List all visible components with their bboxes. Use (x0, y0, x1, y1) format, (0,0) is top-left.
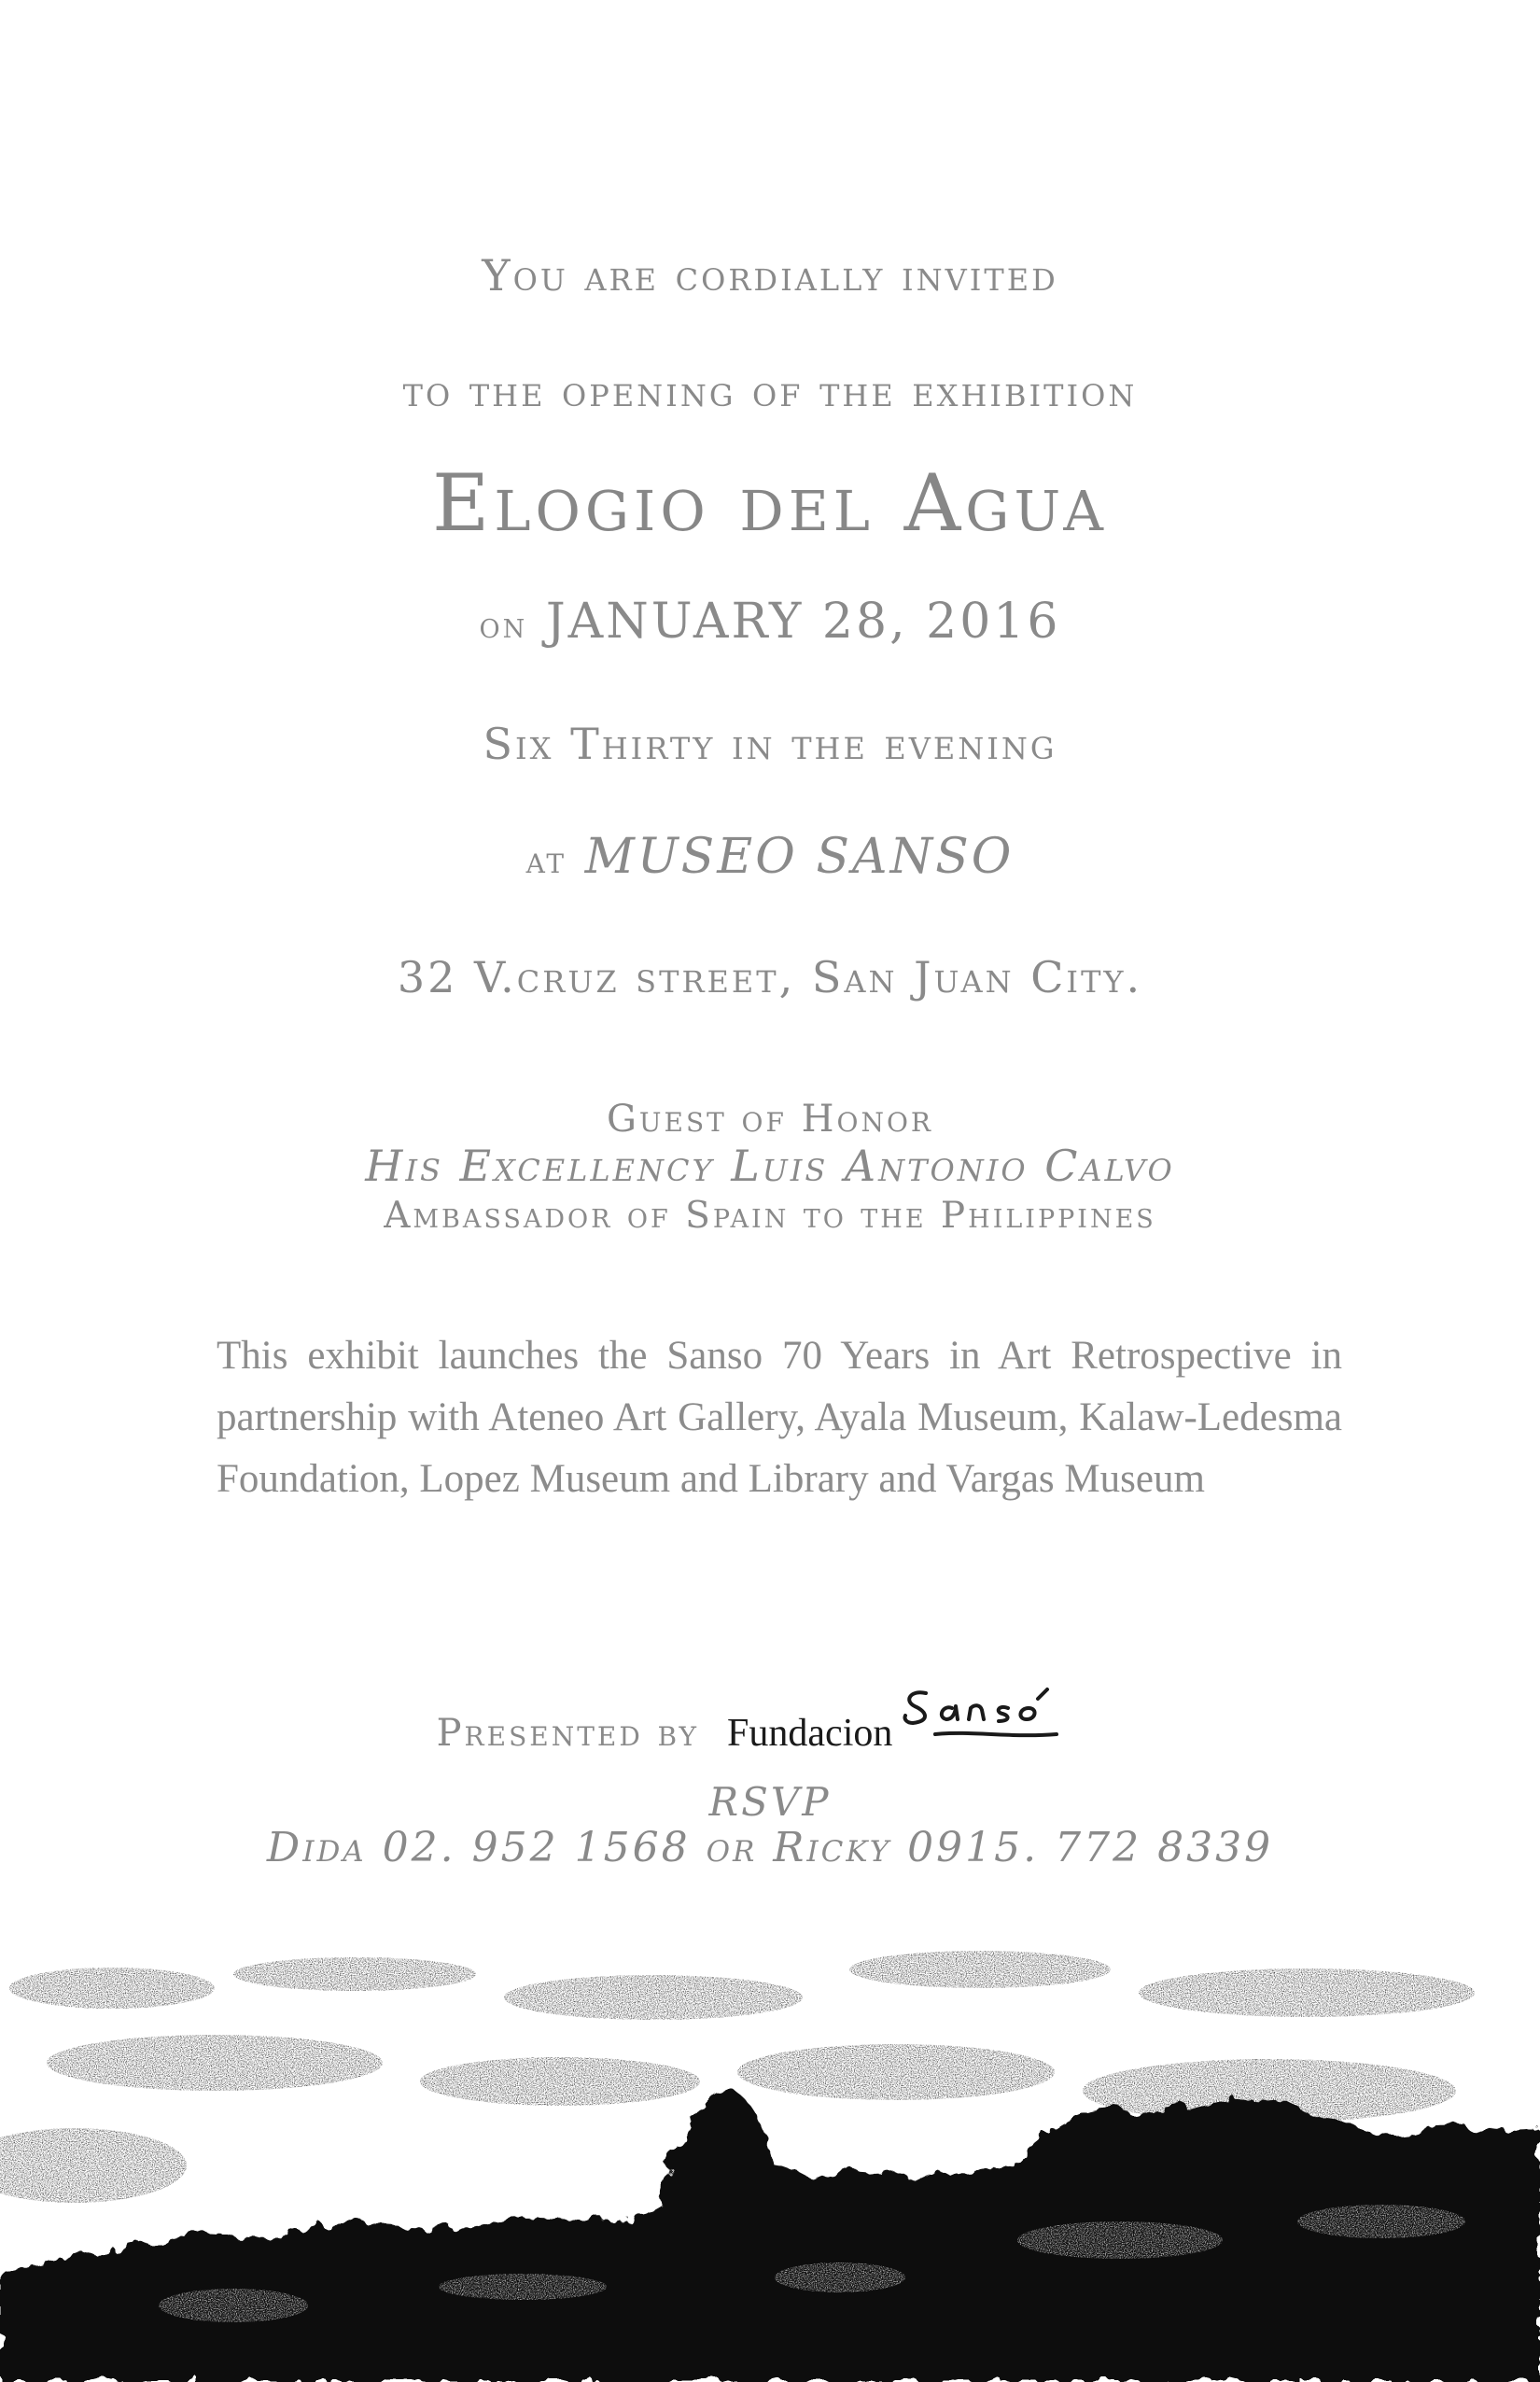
guest-of-honor-heading: Guest of Honor (606, 1098, 934, 1141)
event-time: Six Thirty in the evening (483, 719, 1057, 769)
venue-address: 32 V.cruz street, San Juan City. (397, 952, 1143, 1002)
venue-prefix: at (525, 839, 567, 882)
date-value: JANUARY 28, 2016 (545, 594, 1061, 650)
guest-of-honor-name: His Excellency Luis Antonio Calvo (365, 1141, 1175, 1191)
rsvp-label: RSVP (708, 1779, 832, 1825)
fundacion-sanso-logo (727, 1680, 1103, 1756)
presented-by-label: Presented by (436, 1712, 700, 1755)
exhibit-description: This exhibit launches the Sanso 70 Years in Art Retrospective in partnership with Ateneo Art Gallery, Ayala Museum, Kalaw-Ledesma Foundation, Lopez Museum and Library and Vargas Museum (217, 1334, 1342, 1501)
presented-by (0, 1680, 1540, 1756)
event-date (0, 594, 1540, 650)
guest-of-honor-role: Ambassador of Spain to the Philippines (384, 1195, 1156, 1237)
venue-name: MUSEO SANSO (584, 829, 1015, 885)
rsvp-contact: Dida 02. 952 1568 or Ricky 0915. 772 8339 (266, 1824, 1274, 1871)
invite-line-1: You are cordially invited (482, 250, 1058, 301)
date-prefix: on (479, 605, 528, 646)
invite-line-2: to the opening of the exhibition (402, 366, 1138, 416)
event-venue (0, 829, 1540, 885)
sanso-signature-icon (898, 1680, 1103, 1745)
ink-landscape-illustration (0, 1885, 1540, 2382)
exhibition-title: Elogio del Agua (432, 457, 1108, 549)
logo-text: Fundacion (727, 1712, 893, 1755)
